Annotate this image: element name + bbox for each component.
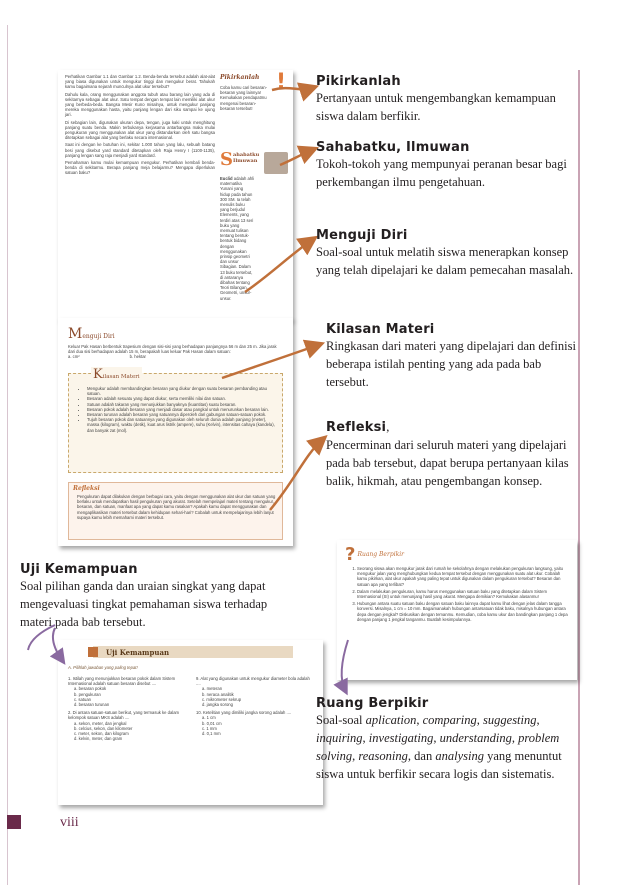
callout-text: Pertanyaan untuk mengembangkan kemampuan siswa dalam berfikir. — [316, 91, 556, 123]
answer-option: a. meteran — [202, 686, 223, 692]
list-item: • Besaran adalah sesuatu yang dapat diukur, serta memiliki nilai dan satuan. — [87, 396, 277, 401]
uji-mini-title: Uji Kemampuan — [106, 647, 170, 657]
list-item: 2. Dalam melakukan pengukuran, kamu harus menggunakan satuan baku yang ditetapkan dalam Sistem Internasional (SI) untuk menunjang hasil yang akurat. Mengapa demikian? Kemukakan alasanmu! — [357, 589, 569, 599]
sahabatku-mini-title: ahabatku Ilmuwan — [233, 152, 260, 164]
sample-pikirkanlah-box — [220, 70, 288, 142]
sample-refleksi-box — [68, 482, 283, 540]
sample-page-uji-kemampuan — [58, 640, 323, 805]
italic-term: analysing — [435, 749, 484, 763]
answer-option: b. neraca analitik — [202, 691, 234, 697]
text-run: , — [416, 713, 423, 727]
callout-text: Tokoh-tokoh yang mempunyai peranan besar bagi perkembangan ilmu pengetahuan. — [316, 157, 567, 189]
callout-menguji — [316, 228, 578, 279]
kilasan-mini-title: ilasan Materi — [102, 374, 140, 380]
callout-pikirkanlah — [316, 74, 578, 125]
ruang-mini-title: Ruang Berpikir — [357, 551, 405, 558]
answer-option: a. 1 cm — [202, 715, 216, 721]
answer-option: c. 1 mm — [202, 725, 217, 731]
italic-term: reasoning — [358, 749, 408, 763]
text-run: , — [362, 731, 369, 745]
text-run: , — [433, 731, 440, 745]
italic-term: investigating — [368, 731, 434, 745]
callout-uji-kemampuan — [20, 562, 290, 631]
pikirkanlah-mini-text: Coba kamu cari besaran-besaran yang lainnya! Kemukakan pendapatmu mengenai besaran-besaran tersebut! — [220, 85, 268, 111]
callout-ruang-berpikir — [316, 696, 578, 783]
callout-text: Ringkasan dari materi yang dipelajari dan definisi beberapa istilah penting yang ada pada bab tersebut. — [326, 339, 576, 389]
text-run: Soal-soal — [316, 713, 366, 727]
body-paragraph: Dahulu kala, orang menggunakan anggota tubuh atau barang lain yang ada di sekitarnya sebagai alat ukur. Satu tempat dengan tempat lain memiliki alat ukur yang berbeda-beda. Bangsa Mesir Kuno misalnya, untuk mengukur panjang mereka menggunakan hasta, yaitu panjang lengan dari siku sampai ke ujung jari. — [65, 91, 215, 118]
italic-term: comparing — [422, 713, 477, 727]
callout-kilasan — [326, 322, 578, 391]
list-item: • Mengukur adalah membandingkan besaran yang diukur dengan suatu besaran pembanding atau satuan. — [87, 386, 277, 396]
uji-marker-icon — [88, 647, 98, 657]
callout-text: Soal pilihan ganda dan uraian singkat yang dapat mengevaluasi tingkat pemahaman siswa terhadap materi pada bab tersebut. — [20, 579, 268, 629]
answer-option: c. meter, sekon, dan kilogram — [74, 731, 129, 737]
question-text: 2. Di antara satuan-satuan berikut, yang termasuk ke dalam kelompok satuan MKS adalah .... — [68, 710, 180, 721]
body-paragraph: Di sebagian lain, digunakan ukuran depa, tengan, juga kaki untuk menghitung panjang suatu benda. Makin terbukanya kerjasama antarbangsa maka mulai pengukuran yang menggunakan alat ukur yang distandarkan oleh satu bangsa ditetapkan sebagai alat yang berlaku secara internasional. — [65, 119, 215, 141]
text-run: , — [511, 731, 519, 745]
question-mark-icon: ? — [345, 544, 356, 565]
callout-title: Uji Kemampuan — [20, 562, 138, 577]
callout-title: Sahabatku, Ilmuwan — [316, 140, 470, 155]
exclamation-icon: ! — [275, 70, 286, 95]
answer-option: c. mikrometer sekrup — [202, 696, 242, 702]
scientist-bio: adalah ahli matematika Yunani yang hidup pada tahun 300 SM. Ia telah menulis buku yang berjudul Elements, yang terdiri atas 13 seri buku yang memuat tulisan tentang bentuk-bentuk bidang dengan menggunakan prinsip geometri dan unsur Sibagian. Dalam 13 buku tersebut, di antaranya dibahas tentang Teori Bilangan, Geometri, unsur-unsur. — [220, 176, 255, 301]
text-run: , — [352, 749, 359, 763]
uji-column-left — [68, 676, 183, 741]
callout-title: Refleksi — [326, 420, 387, 435]
sample-body-text — [65, 74, 215, 314]
body-paragraph: Saat ini dengan ke butuhan ini, sekitar 1.000 tahun yang lalu, sebuah batang besi yang disebut yard standard ditetapkan oleh Raja Henry I (1100-1135), panjang lengan sang raja menjadi yard standard. — [65, 142, 215, 158]
sample-page-chapter — [58, 70, 293, 320]
ruang-mini-list — [347, 566, 569, 622]
callout-text: Soal-soal untuk melatih siswa menerapkan konsep yang telah dipelajari ke dalam pemecahan masalah. — [316, 245, 574, 277]
answer-option: d. kelvin, meter, dan gram — [74, 736, 123, 742]
italic-term: aplication — [365, 713, 417, 727]
menguji-option-b: b. hektar — [129, 354, 146, 360]
list-item: 1. Seorang siswa akan mengukur jarak dari rumah ke sekolahnya dengan melakukan pengukuran langsung, yaitu mengukur jalan yang menghubungkan kedua tempat tersebut dengan menggunakan suatu alat ukur. Cobalah kamu pikirkan, alat ukur apakah yang paling tepat untuk digunakan dalam pengukuran tersebut? Besaran dan satuan apa yang terlibat? — [357, 566, 569, 587]
refleksi-mini-text: Pengukuran dapat dilakukan dengan berbagai cara, yaitu dengan menggunakan alat ukur dan satuan yang berlaku untuk mendapatkan hasil pengukuran yang akurat. Setelah mempelajari materi tentang mengukur, besaran, dan satuan, manfaat apa yang dapat kamu rasakan? Apakah kamu dapat menggunakan dan mengaplikasikan materi tersebut dalam kehidupan sehari-hari? Cobalah untuk mempelajarinya lebih lanjut supaya kamu lebih memahami materi tersebut. — [77, 494, 276, 520]
menguji-mini-text: Keluar Pak Hasan berbentuk trapesium dengan sisi-sisi yang berhadapan panjangnya 56 m dan 25 m. Jika jarak dari dua sisi berhadapan adalah 15 m, berapakah luas keluar Pak Hasan dalam satuan: — [68, 344, 277, 355]
menguji-option-a: a. cm² — [68, 354, 80, 360]
question-text: 10. Ketelitian yang dimiliki jangka sorong adalah .... — [196, 710, 292, 716]
left-margin-rule — [7, 25, 8, 885]
question-text: 1. Istilah yang menunjukkan besaran pokok dalam Sistem Internasional adalah satuan besaran disebut .... — [68, 676, 176, 687]
menguji-mini-title: enguji Diri — [82, 333, 115, 340]
text-run: , dan — [407, 749, 436, 763]
answer-option: b. pengukuran — [74, 691, 101, 697]
callout-title: Ruang Berpikir — [316, 696, 429, 711]
refleksi-mini-title: Refleksi — [73, 485, 100, 492]
text-run: , — [476, 713, 484, 727]
callout-title: Pikirkanlah — [316, 74, 401, 89]
callout-text — [316, 711, 578, 783]
italic-term: suggesting — [483, 713, 537, 727]
right-margin-rule — [578, 70, 580, 885]
scientist-portrait — [264, 152, 288, 174]
scientist-name: Euclid — [220, 176, 233, 181]
callout-text: Pencerminan dari seluruh materi yang dipelajari pada bab tersebut, dapat berupa pertanyaan kilas balik, hikmah, atau pengembangan konsep. — [326, 438, 569, 488]
pikirkanlah-mini-title: Pikirkanlah — [220, 74, 260, 81]
sample-kilasan-box — [68, 367, 283, 473]
answer-option: b. celcius, sekon, dan kilometer — [74, 725, 133, 731]
list-item: • Besaran turunan adalah besaran yang satuannya diperoleh dari gabungan satuan-satuan pokok. — [87, 412, 277, 417]
callout-title: Kilasan Materi — [326, 322, 435, 337]
list-item: 3. Hubungan antara suatu satuan baku dengan satuan baku lainnya dapat kamu lihat dengan jelas dalam tangga konversi. Misalnya, 1 cm = 10 mm. Bagaimanakah hubungan antarsatuan tidak baku, misalnya hubungan antara depa dengan jengkal? Diskusikan dengan temanmu. Kemudian, coba kamu ukur dan bandingkan panjang 1 depa dengan panjang 1 jengkal tanganmu. Buatlah kesimpulannya. — [357, 601, 569, 622]
callout-refleksi — [326, 418, 578, 490]
text-run: , — [536, 713, 540, 727]
uji-title-bar — [93, 646, 293, 658]
kilasan-drop-letter: K — [93, 367, 103, 382]
text-run: yang menuntut siswa untuk berfikir secara logis dan sistematis. — [316, 749, 562, 781]
kilasan-mini-list — [79, 386, 277, 433]
page-number: viii — [60, 815, 79, 830]
italic-term: understanding — [439, 731, 512, 745]
callout-title-suffix: , — [386, 420, 390, 434]
answer-option: a. besaran pokok — [74, 686, 107, 692]
body-paragraph: Pemahaman kamu mulai kemampuan mengukur. Perhatikan kembali benda-benda di sekitarmu. Berapa panjang meja belajarmu? Mengapa diperlukan satuan baku? — [65, 160, 215, 176]
answer-option: c. satuan — [74, 696, 91, 702]
italic-term: inquiring — [316, 731, 363, 745]
answer-option: d. 0,1 mm — [202, 731, 221, 737]
uji-column-right — [196, 676, 314, 736]
italic-term: problem solving — [316, 731, 560, 763]
body-paragraph: Perhatikan Gambar 1.1 dan Gambar 1.2. Benda-benda tersebut adalah alat-alat yang biasa digunakan untuk mengukur tinggi dan mengukur berat. Tahukah kamu bagaimana sejarah munculnya alat ukur tersebut? — [65, 74, 215, 90]
menguji-drop-letter: M — [68, 326, 83, 342]
list-item: • Besaran pokok adalah besaran yang menjadi dasar atau pangkal untuk menurunkan besaran lain. — [87, 407, 277, 412]
uji-section-label: A. Pilihlah jawaban yang paling tepat! — [68, 665, 138, 670]
list-item: • Satuan adalah takaran yang menunjukkan banyaknya (kuantitas) suatu besaran. — [87, 402, 277, 407]
sample-sahabatku-box — [220, 149, 288, 312]
callout-title: Menguji Diri — [316, 228, 408, 243]
sample-menguji-box — [68, 326, 278, 360]
page-number-marker — [7, 815, 21, 829]
answer-option: d. jangka sorong — [202, 702, 233, 708]
list-item: • Tujuh besaran pokok dan satuannya yang digunakan oleh seluruh dunia adalah panjang (meter), massa (kilogram), waktu (detik), kuat arus listrik (ampere), suhu (Kelvin), intensitas cahaya (kandela), dan banyak zat (mol). — [87, 417, 277, 433]
answer-option: a. sekon, meter, dan jengkal — [74, 720, 127, 726]
answer-option: d. besaran turunan — [74, 702, 110, 708]
sahabatku-drop-letter: S — [220, 149, 233, 170]
question-text: 9. Alat yang digunakan untuk mengukur diameter bola adalah .... — [196, 676, 310, 687]
callout-sahabatku — [316, 140, 578, 191]
sample-page-exercise — [58, 318, 293, 546]
answer-option: b. 0,01 cm — [202, 720, 222, 726]
sample-page-ruang-berpikir — [337, 540, 577, 680]
